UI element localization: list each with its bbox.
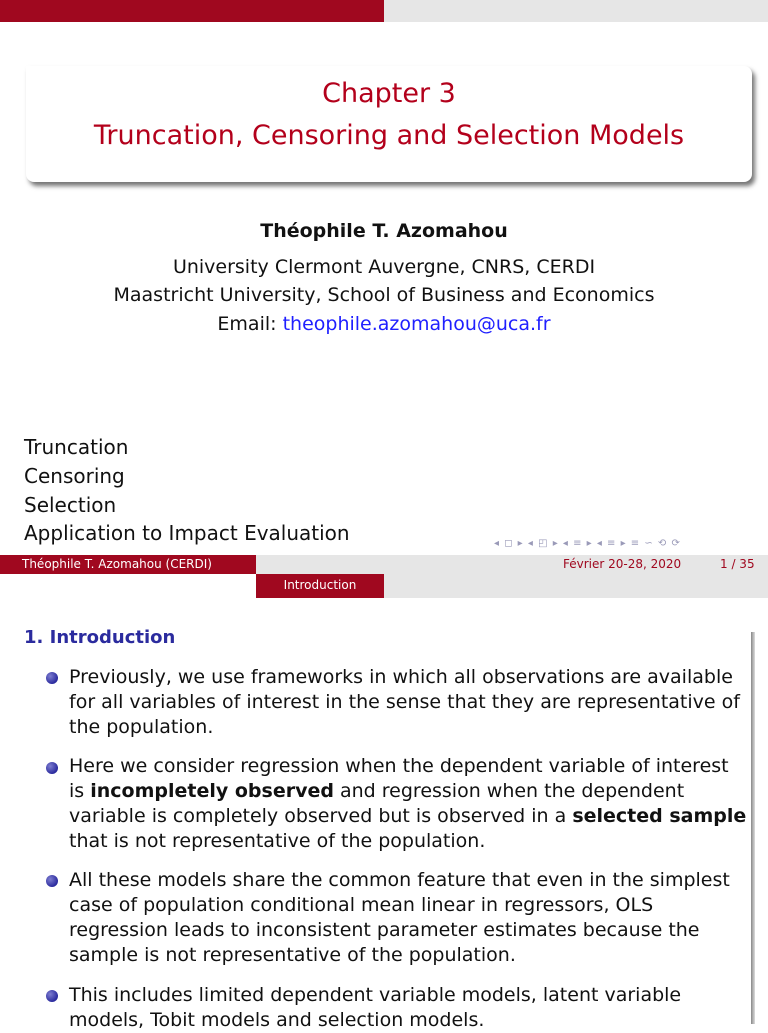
toc-item-truncation[interactable]: Truncation [24, 435, 129, 459]
frame-shadow [751, 632, 755, 1024]
toc-item-selection[interactable]: Selection [24, 493, 117, 517]
bullet-text-2: Here we consider regression when the dependent variable of interest is incompletely observed and regression when the dependent variable is completely observed but is observed in a selected sample that is not representative of the population. [69, 755, 747, 852]
author-name: Théophile T. Azomahou [260, 220, 508, 242]
bullet-text-3: All these models share the common feature that even in the simplest case of population conditional mean linear in regressors, OLS regression leads to inconsistent parameter estimates because the sample is not representative of the population. [69, 869, 730, 966]
bold-selected-sample: selected sample [572, 805, 747, 827]
bullet-icon [46, 672, 58, 684]
section-bar-rest [384, 574, 768, 598]
bullet-text-1: Previously, we use frameworks in which all observations are available for all variables of interest in the sense that they are representative of the population. [69, 666, 740, 738]
bold-incompletely-observed: incompletely observed [90, 780, 334, 802]
bullet-text-4: This includes limited dependent variable models, latent variable models, Tobit models and selection models. [69, 984, 682, 1031]
title-box [26, 66, 752, 182]
toc-item-application[interactable]: Application to Impact Evaluation [24, 521, 350, 545]
bullet-icon [46, 990, 58, 1002]
email-link[interactable]: theophile.azomahou@uca.fr [282, 313, 551, 335]
chapter-title: Chapter 3 [322, 78, 456, 109]
chapter-subtitle: Truncation, Censoring and Selection Models [93, 120, 685, 151]
bullet-icon [46, 762, 58, 774]
footer-page-number: 1 / 35 [720, 557, 755, 571]
footer-author: Théophile T. Azomahou (CERDI) [22, 557, 212, 571]
header-bar-left [0, 0, 384, 22]
email-row [0, 313, 768, 335]
beamer-navigation-icons[interactable]: ◂ ◻ ▸ ◂ ◰ ▸ ◂ ≡ ▸ ◂ ≡ ▸ ≡ ∽ ⟲ ⟳ [494, 538, 681, 549]
affiliation-2: Maastricht University, School of Business and Economics [113, 284, 655, 306]
header-bar-right [384, 0, 768, 22]
footer-right-bar [256, 555, 768, 574]
email-label: Email: [217, 313, 277, 335]
footer-date: Février 20-28, 2020 [563, 557, 682, 571]
bullet-icon [46, 875, 58, 887]
affiliation-1: University Clermont Auvergne, CNRS, CERDI [172, 256, 596, 278]
frame-title: 1. Introduction [24, 627, 176, 648]
section-label[interactable]: Introduction [283, 578, 357, 592]
toc-item-censoring[interactable]: Censoring [24, 464, 125, 488]
